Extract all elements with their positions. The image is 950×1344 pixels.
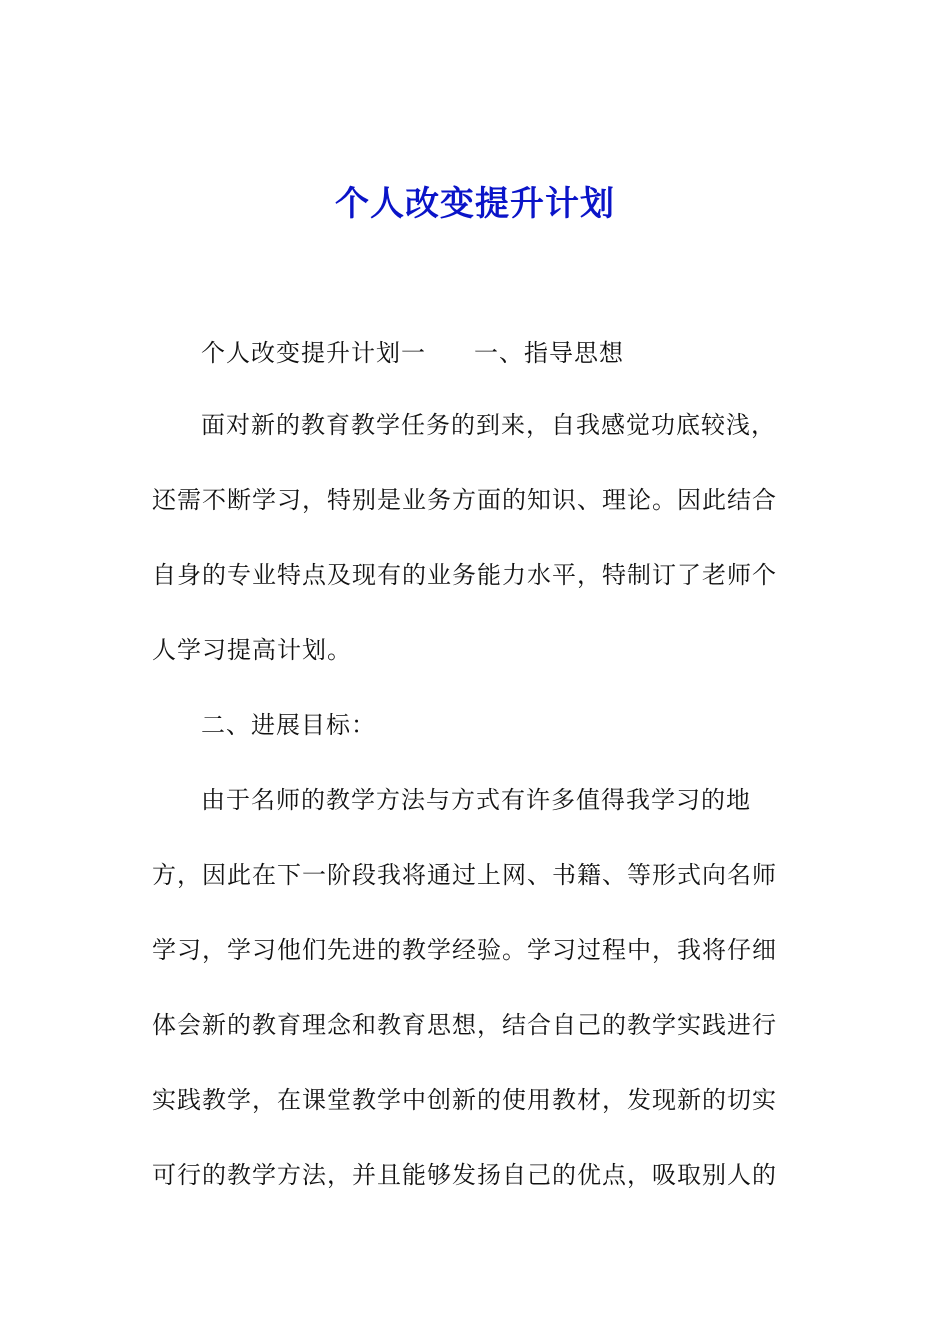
paragraph-line-1	[201, 337, 791, 369]
paragraph-line-11: 实践教学，在课堂教学中创新的使用教材，发现新的切实	[152, 1086, 777, 1114]
paragraph-line-12: 可行的教学方法，并且能够发扬自己的优点，吸取别人的	[152, 1161, 777, 1189]
paragraph-line-10: 体会新的教育理念和教育思想，结合自己的教学实践进行	[152, 1011, 777, 1039]
section-heading-2: 二、进展目标：	[201, 711, 376, 739]
paragraph-line-8: 方，因此在下一阶段我将通过上网、书籍、等形式向名师	[152, 861, 777, 889]
document-title: 个人改变提升计划	[335, 184, 615, 224]
paragraph-line-2: 面对新的教育教学任务的到来，自我感觉功底较浅，	[201, 411, 776, 439]
paragraph-line-3: 还需不断学习，特别是业务方面的知识、理论。因此结合	[152, 486, 777, 514]
paragraph-line-7: 由于名师的教学方法与方式有许多值得我学习的地	[201, 786, 751, 814]
paragraph-line-5: 人学习提高计划。	[152, 636, 352, 664]
paragraph-line-9: 学习，学习他们先进的教学经验。学习过程中，我将仔细	[152, 936, 777, 964]
section-subheading: 一、指导思想	[474, 339, 624, 367]
paragraph-line-4: 自身的专业特点及现有的业务能力水平，特制订了老师个	[152, 561, 777, 589]
section-heading: 个人改变提升计划一	[201, 339, 426, 367]
